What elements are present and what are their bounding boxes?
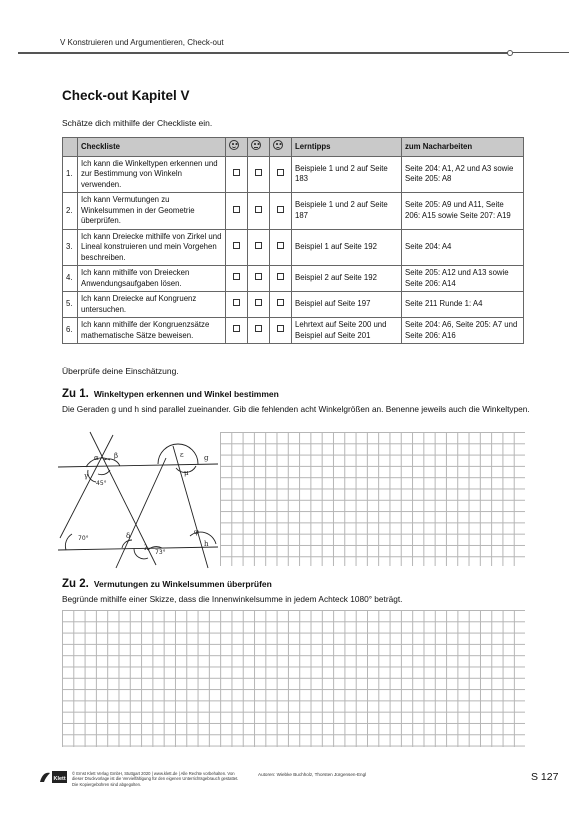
label-alpha: α [94, 454, 99, 462]
label-45: 45° [96, 480, 107, 487]
label-gamma: γ [84, 472, 89, 480]
row-statement: Ich kann die Winkeltypen erkennen und zur Bestimmung von Winkeln verwenden. [78, 156, 226, 193]
section2-text: Begründe mithilfe einer Skizze, dass die Innenwinkelsumme in jedem Achteck 1080° beträgt. [62, 594, 403, 604]
rating-cell-neutral [248, 193, 270, 230]
rating-checkbox-neutral[interactable] [255, 299, 262, 306]
row-tip: Beispiel auf Seite 197 [292, 292, 402, 318]
rating-cell-happy [226, 156, 248, 193]
section1-heading: Winkeltypen erkennen und Winkel bestimmen [93, 389, 279, 399]
footer-copyright: © Ernst Klett Verlag GmbH, Stuttgart 2020 | www.klett.de | Alle Rechte vorbehalten. Von dieser Druckvorlage ist die Vervielfältigung für den eigenen Unterrichtsgebrauch gestattet. Die Kopiergebühren sind abgegolten. [72, 771, 239, 787]
header-num [63, 138, 78, 157]
header-sad [270, 138, 292, 157]
smiley-neutral-icon [251, 140, 261, 150]
rating-cell-sad [270, 156, 292, 193]
section1-title [62, 388, 279, 400]
rating-checkbox-happy[interactable] [233, 242, 240, 249]
arc-delta-epsilon [158, 444, 198, 464]
rating-checkbox-happy[interactable] [233, 206, 240, 213]
answer-grid-2[interactable] [62, 610, 525, 747]
rating-checkbox-sad[interactable] [277, 169, 284, 176]
section1-number: Zu 1. [62, 388, 89, 400]
header-happy [226, 138, 248, 157]
row-tip: Beispiele 1 und 2 auf Seite 183 [292, 156, 402, 193]
label-mu: μ [184, 469, 189, 477]
label-lambda: λ [144, 544, 149, 552]
label-70: 70° [78, 535, 89, 542]
rating-cell-happy [226, 318, 248, 344]
section2-number: Zu 2. [62, 578, 89, 590]
chapter-header: V Konstruieren und Argumentieren, Check-out [60, 38, 224, 47]
rating-cell-sad [270, 318, 292, 344]
rating-checkbox-neutral[interactable] [255, 273, 262, 280]
header-checklist: Checkliste [78, 138, 226, 157]
klett-logo [38, 770, 68, 784]
section1-text: Die Geraden g und h sind parallel zueinander. Gib die fehlenden acht Winkelgrößen an. Benenne jeweils auch die Winkeltypen. [62, 404, 530, 414]
rating-checkbox-happy[interactable] [233, 169, 240, 176]
checklist-row [63, 229, 524, 266]
rating-cell-neutral [248, 292, 270, 318]
rating-cell-happy [226, 193, 248, 230]
row-tip: Lehrtext auf Seite 200 und Beispiel auf Seite 201 [292, 318, 402, 344]
row-statement: Ich kann Vermutungen zu Winkelsummen in der Geometrie überprüfen. [78, 193, 226, 230]
label-g: g [204, 454, 209, 462]
smiley-happy-icon [229, 140, 239, 150]
rating-cell-happy [226, 292, 248, 318]
answer-grid-1[interactable] [220, 432, 525, 566]
checklist-row [63, 266, 524, 292]
rating-cell-sad [270, 229, 292, 266]
row-number: 3. [63, 229, 78, 266]
row-tip: Beispiel 1 auf Seite 192 [292, 229, 402, 266]
header-rule [18, 52, 508, 54]
rating-cell-neutral [248, 156, 270, 193]
label-h: h [204, 540, 209, 548]
row-number: 2. [63, 193, 78, 230]
parallel-lines-figure [58, 430, 218, 570]
line-g [58, 464, 218, 467]
rating-checkbox-sad[interactable] [277, 206, 284, 213]
checklist-row [63, 156, 524, 193]
klett-logo-text: Klett [53, 776, 66, 782]
line-h [58, 547, 218, 550]
header-rule-tail [513, 52, 569, 53]
rating-checkbox-happy[interactable] [233, 273, 240, 280]
row-review: Seite 204: A6, Seite 205: A7 und Seite 206: A16 [402, 318, 524, 344]
section2-heading: Vermutungen zu Winkelsummen überprüfen [93, 579, 272, 589]
checklist-row [63, 318, 524, 344]
row-number: 6. [63, 318, 78, 344]
rating-checkbox-sad[interactable] [277, 273, 284, 280]
row-review: Seite 205: A12 und A13 sowie Seite 206: A14 [402, 266, 524, 292]
checklist-row [63, 193, 524, 230]
row-statement: Ich kann Dreiecke mithilfe von Zirkel und Lineal konstruieren und mein Vorgehen beschreiben. [78, 229, 226, 266]
row-review: Seite 205: A9 und A11, Seite 206: A15 sowie Seite 207: A19 [402, 193, 524, 230]
rating-checkbox-happy[interactable] [233, 299, 240, 306]
label-delta: δ [126, 532, 131, 540]
row-tip: Beispiele 1 und 2 auf Seite 187 [292, 193, 402, 230]
rating-checkbox-sad[interactable] [277, 299, 284, 306]
arc-45 [98, 470, 110, 475]
row-review: Seite 204: A4 [402, 229, 524, 266]
rating-checkbox-neutral[interactable] [255, 206, 262, 213]
rating-checkbox-sad[interactable] [277, 242, 284, 249]
rating-cell-sad [270, 292, 292, 318]
row-review: Seite 211 Runde 1: A4 [402, 292, 524, 318]
check-note: Überprüfe deine Einschätzung. [62, 366, 179, 376]
row-number: 5. [63, 292, 78, 318]
rating-cell-neutral [248, 318, 270, 344]
page-title: Check-out Kapitel V [62, 88, 190, 103]
header-review: zum Nacharbeiten [402, 138, 524, 157]
row-number: 1. [63, 156, 78, 193]
rating-checkbox-sad[interactable] [277, 325, 284, 332]
row-number: 4. [63, 266, 78, 292]
rating-checkbox-neutral[interactable] [255, 169, 262, 176]
row-statement: Ich kann mithilfe von Dreiecken Anwendungsaufgaben lösen. [78, 266, 226, 292]
rating-cell-neutral [248, 266, 270, 292]
rating-cell-sad [270, 193, 292, 230]
rating-checkbox-neutral[interactable] [255, 325, 262, 332]
row-tip: Beispiel 2 auf Seite 192 [292, 266, 402, 292]
header-neutral [248, 138, 270, 157]
rating-cell-neutral [248, 229, 270, 266]
arc-70 [65, 534, 72, 550]
intro-text: Schätze dich mithilfe der Checkliste ein. [62, 118, 213, 128]
rating-cell-happy [226, 229, 248, 266]
row-statement: Ich kann mithilfe der Kongruenzsätze mathematische Sätze beweisen. [78, 318, 226, 344]
label-73: 73° [155, 549, 166, 556]
rating-checkbox-neutral[interactable] [255, 242, 262, 249]
checklist-row [63, 292, 524, 318]
header-tips: Lerntipps [292, 138, 402, 157]
footer-authors: Autoren: Wiebke Buchholz, Thorsten Jürgensen-Engl [258, 772, 367, 777]
checklist-table [62, 137, 524, 344]
checklist-header-row [63, 138, 524, 157]
rating-cell-happy [226, 266, 248, 292]
rating-cell-sad [270, 266, 292, 292]
page-number: S 127 [531, 771, 559, 783]
label-phi: φ [194, 528, 199, 536]
smiley-sad-icon [273, 140, 283, 150]
label-beta: β [114, 452, 119, 460]
row-statement: Ich kann Dreiecke auf Kongruenz untersuchen. [78, 292, 226, 318]
label-epsilon: ε [180, 451, 184, 459]
rating-checkbox-happy[interactable] [233, 325, 240, 332]
header-rule-marker [507, 50, 513, 56]
section2-title [62, 578, 272, 590]
row-review: Seite 204: A1, A2 und A3 sowie Seite 205: A8 [402, 156, 524, 193]
